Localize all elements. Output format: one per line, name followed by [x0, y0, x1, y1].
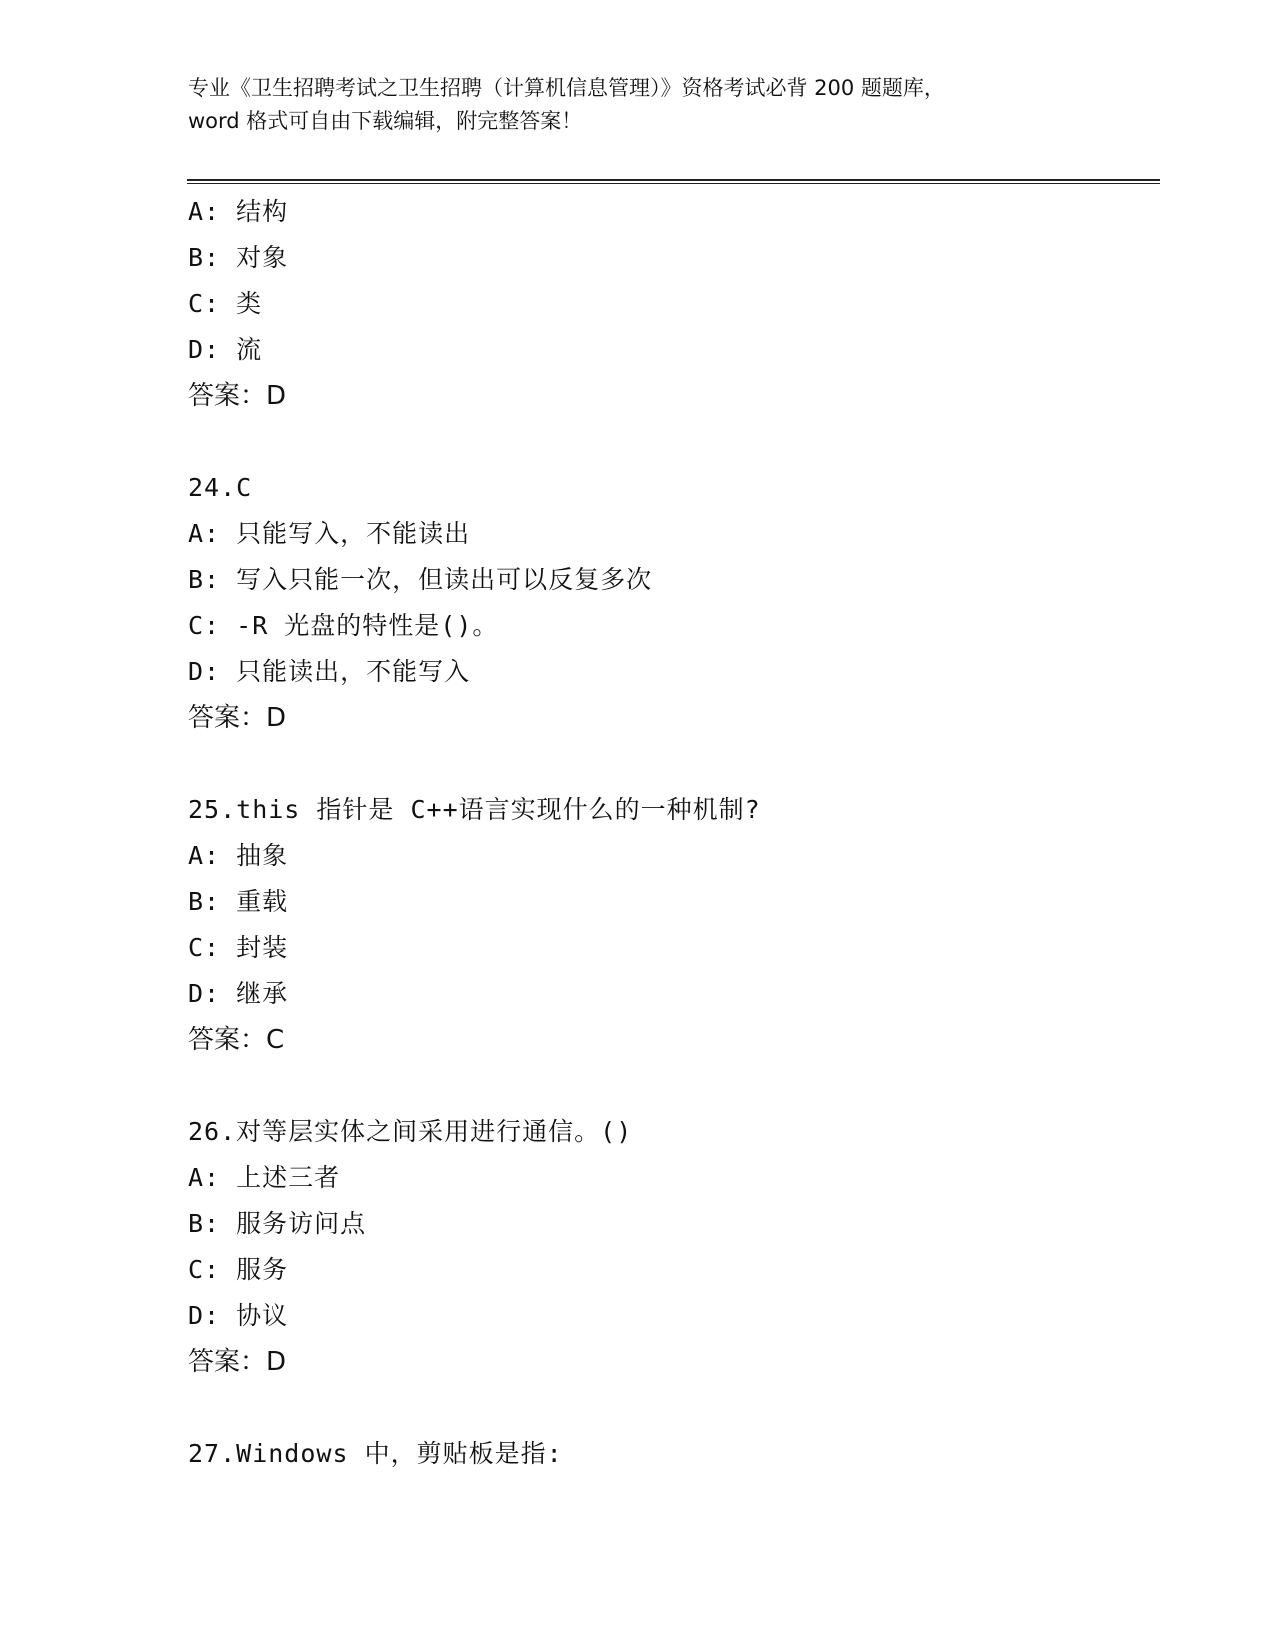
spacer	[188, 1385, 1138, 1431]
option-c: C: 类	[188, 289, 263, 318]
option-d: D: 协议	[188, 1301, 289, 1330]
option-b: B: 对象	[188, 243, 289, 272]
answer-text: 答案：C	[188, 1025, 285, 1055]
question-block	[188, 189, 1138, 419]
question-text: 24.C	[188, 473, 253, 502]
question-list	[188, 189, 1138, 1477]
header-title-line-1: 专业《卫生招聘考试之卫生招聘（计算机信息管理）》资格考试必背 200 题题库，	[188, 76, 945, 100]
option-c: C: -R 光盘的特性是()。	[188, 611, 499, 640]
spacer	[188, 1063, 1138, 1109]
option-a: A: 上述三者	[188, 1163, 341, 1192]
document-header	[188, 72, 1088, 138]
question-text: 27.Windows 中，剪贴板是指:	[188, 1439, 563, 1468]
option-b: B: 写入只能一次，但读出可以反复多次	[188, 565, 653, 594]
question-block	[188, 1109, 1138, 1385]
option-b: B: 服务访问点	[188, 1209, 367, 1238]
question-block	[188, 1431, 1138, 1477]
option-c: C: 服务	[188, 1255, 289, 1284]
option-a: A: 抽象	[188, 841, 289, 870]
option-a: A: 只能写入，不能读出	[188, 519, 471, 548]
answer-text: 答案：D	[188, 1347, 287, 1377]
question-block	[188, 465, 1138, 741]
option-a: A: 结构	[188, 197, 289, 226]
option-d: D: 流	[188, 335, 263, 364]
question-text: 25.this 指针是 C++语言实现什么的一种机制?	[188, 795, 761, 824]
spacer	[188, 741, 1138, 787]
question-block	[188, 787, 1138, 1063]
option-c: C: 封装	[188, 933, 289, 962]
answer-text: 答案：D	[188, 703, 287, 733]
answer-text: 答案：D	[188, 381, 287, 411]
header-title-line-2: word 格式可自由下载编辑，附完整答案！	[188, 109, 583, 133]
spacer	[188, 419, 1138, 465]
question-text: 26.对等层实体之间采用进行通信。()	[188, 1117, 633, 1146]
header-divider	[187, 179, 1160, 184]
option-d: D: 只能读出，不能写入	[188, 657, 471, 686]
option-d: D: 继承	[188, 979, 289, 1008]
option-b: B: 重载	[188, 887, 289, 916]
